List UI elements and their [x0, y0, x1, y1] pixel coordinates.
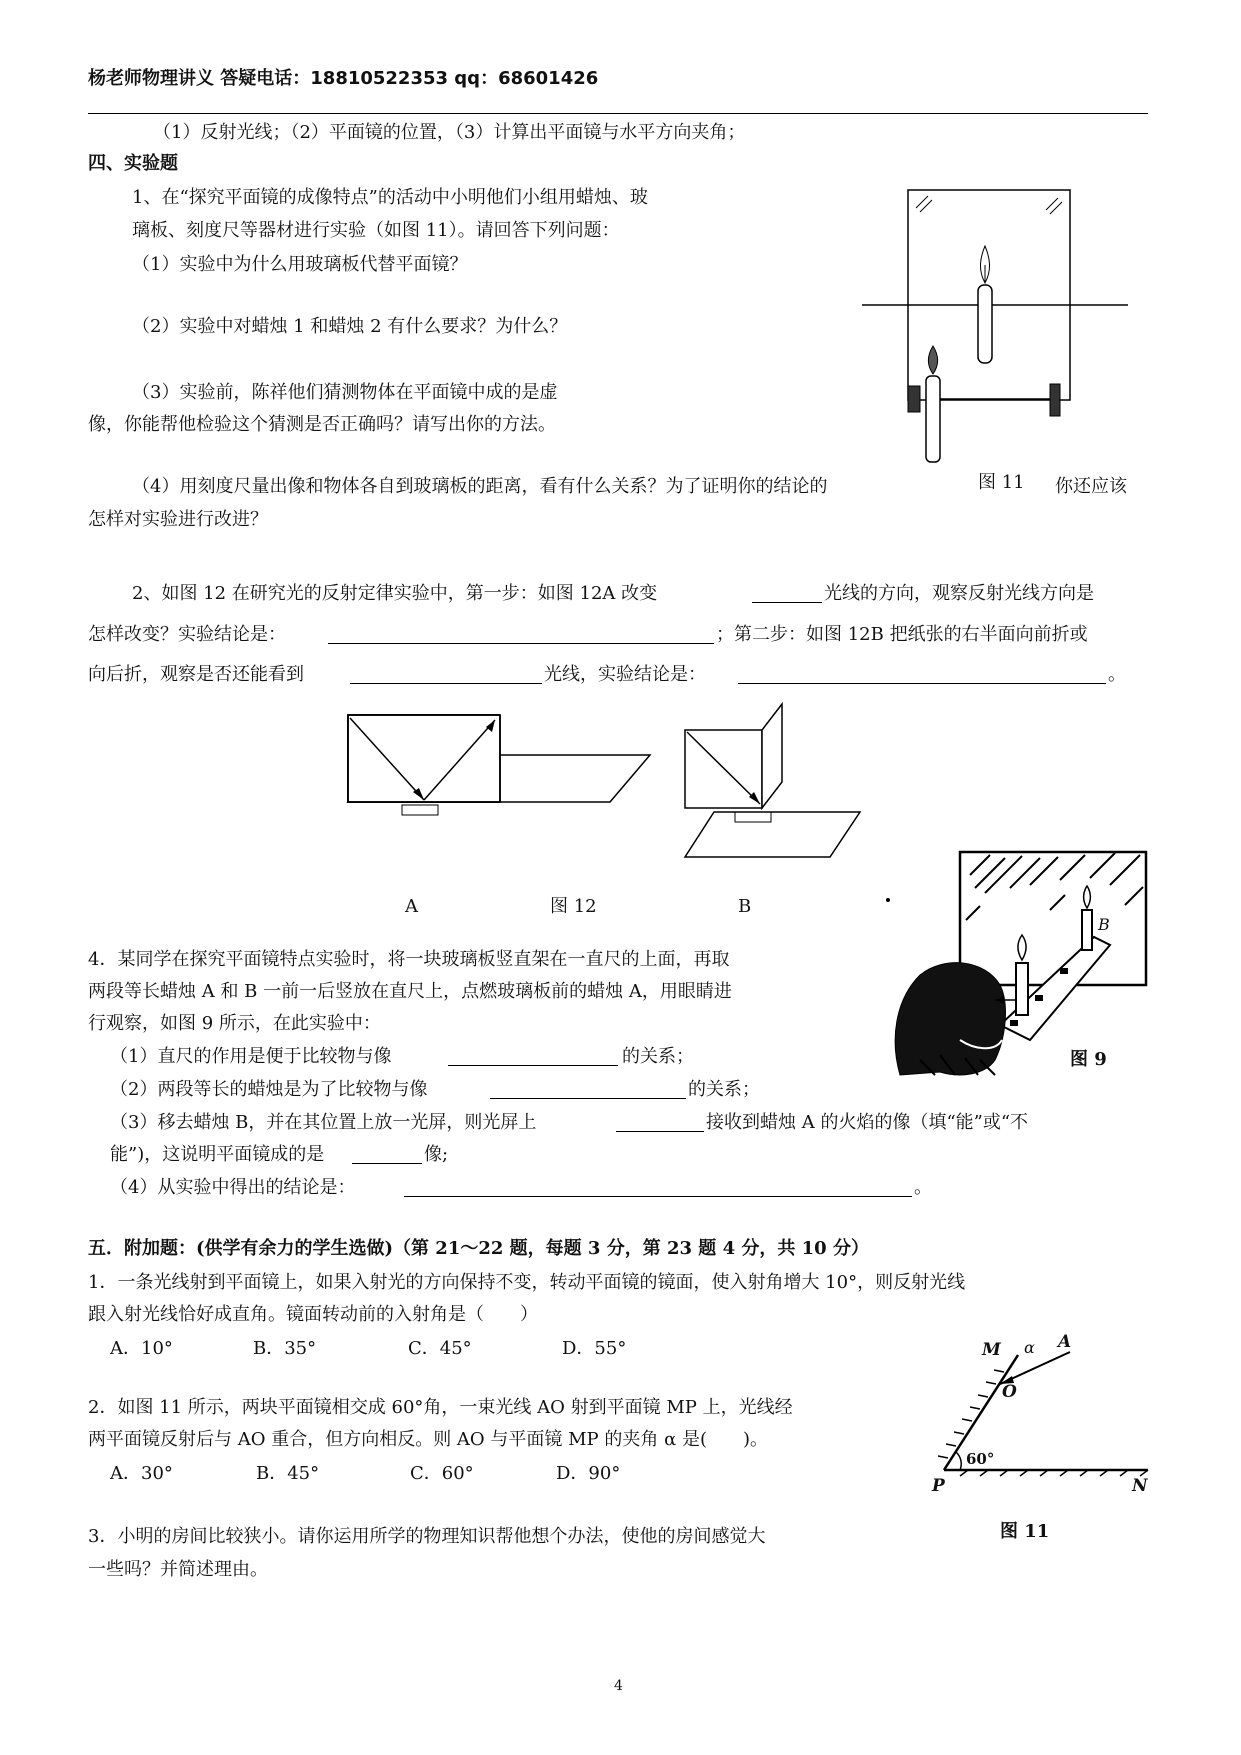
s5-q1-option-a[interactable]: A．10°	[110, 1338, 173, 1359]
figure-11-label: 图 11	[978, 472, 1025, 493]
q4-line3: 行观察，如图 9 所示，在此实验中：	[88, 1013, 381, 1034]
q4-part4b: 。	[914, 1177, 932, 1198]
figure-9-label: 图 9	[1070, 1049, 1107, 1070]
figure-12-label-b: B	[738, 896, 752, 917]
s5-q1-option-b[interactable]: B．35°	[253, 1338, 317, 1359]
figure-11-label-a: A	[1058, 1332, 1072, 1352]
q4-part3b: 接收到蜡烛 A 的火焰的像（填“能”或“不	[706, 1112, 1029, 1133]
figure-9-label-a: A	[990, 1000, 1002, 1019]
q4-part2a: （2）两段等长的蜡烛是为了比较物与像	[110, 1079, 428, 1100]
q4-part3c: 能”)，这说明平面镜成的是	[110, 1144, 325, 1165]
q1-part4a-end: 你还应该	[1055, 476, 1127, 497]
section5-title: 五．附加题：(供学有余力的学生选做)（第 21～22 题，每题 3 分，第 23 题 4 分，共 10 分）	[88, 1238, 869, 1259]
s5-q1-line2: 跟入射光线恰好成直角。镜面转动前的入射角是（ ）	[88, 1304, 538, 1325]
q2-line3c: 。	[1108, 664, 1126, 685]
figure-11-label-n: N	[1132, 1476, 1148, 1496]
s5-q2-option-b[interactable]: B．45°	[256, 1463, 320, 1484]
s5-q2-line2: 两平面镜反射后与 AO 重合，但方向相反。则 AO 与平面镜 MP 的夹角 α 是( )。	[88, 1429, 769, 1450]
s5-q2-option-d[interactable]: D．90°	[556, 1463, 621, 1484]
page-header: 杨老师物理讲义 答疑电话：18810522353 qq：68601426	[88, 68, 599, 89]
s5-q2-line1: 2．如图 11 所示，两块平面镜相交成 60°角，一束光线 AO 射到平面镜 MP 上，光线经	[88, 1397, 793, 1418]
figure-12-label: 图 12	[550, 896, 597, 917]
q1-line1: 1、在“探究平面镜的成像特点”的活动中小明他们小组用蜡烛、玻	[132, 187, 648, 208]
q4-part1a: （1）直尺的作用是便于比较物与像	[110, 1046, 392, 1067]
s5-q2-option-a[interactable]: A．30°	[110, 1463, 173, 1484]
figure-11-angle-label: 60°	[966, 1450, 995, 1468]
figure-11-label-m: M	[982, 1340, 1001, 1360]
q4-part4a: （4）从实验中得出的结论是：	[110, 1177, 356, 1198]
s5-q1-option-c[interactable]: C．45°	[408, 1338, 472, 1359]
q1-part3b: 像，你能帮他检验这个猜测是否正确吗？请写出你的方法。	[88, 414, 556, 435]
q4-part1b: 的关系；	[622, 1046, 694, 1067]
prev-answer-line: （1）反射光线；（2）平面镜的位置，（3）计算出平面镜与水平方向夹角；	[153, 122, 746, 143]
q1-part3a: （3）实验前，陈祥他们猜测物体在平面镜中成的是虚	[132, 382, 558, 403]
q4-part2b: 的关系；	[688, 1079, 760, 1100]
q1-part1: （1）实验中为什么用玻璃板代替平面镜？	[132, 254, 468, 275]
s5-q3-line2: 一些吗？并简述理由。	[88, 1559, 268, 1580]
figure-11-label-alpha: α	[1024, 1338, 1035, 1357]
q2-line2a: 怎样改变？实验结论是：	[88, 624, 286, 645]
figure-12-label-a: A	[405, 896, 418, 917]
s5-q1-line1: 1．一条光线射到平面镜上，如果入射光的方向保持不变，转动平面镜的镜面，使入射角增大 10°，则反射光线	[88, 1272, 966, 1293]
q2-line1a: 2、如图 12 在研究光的反射定律实验中，第一步：如图 12A 改变	[132, 583, 658, 604]
q1-part2: （2）实验中对蜡烛 1 和蜡烛 2 有什么要求？为什么？	[132, 316, 568, 337]
q4-line2: 两段等长蜡烛 A 和 B 一前一后竖放在直尺上，点燃玻璃板前的蜡烛 A，用眼睛进	[88, 981, 732, 1002]
s5-q1-option-d[interactable]: D．55°	[562, 1338, 627, 1359]
s5-q3-line1: 3．小明的房间比较狭小。请你运用所学的物理知识帮他想个办法，使他的房间感觉大	[88, 1526, 766, 1547]
q4-part3a: （3）移去蜡烛 B，并在其位置上放一光屏，则光屏上	[110, 1112, 537, 1133]
q4-part3d: 像;	[424, 1144, 449, 1165]
figure-11-label-o: O	[1002, 1382, 1017, 1402]
q2-line3a: 向后折，观察是否还能看到	[88, 664, 304, 685]
figure-11-label-p: P	[932, 1476, 945, 1496]
page-number: 4	[614, 1678, 623, 1694]
section4-title: 四、实验题	[88, 153, 178, 174]
q4-line1: 4．某同学在探究平面镜特点实验时，将一块玻璃板竖直架在一直尺的上面，再取	[88, 949, 730, 970]
s5-q2-option-c[interactable]: C．60°	[410, 1463, 474, 1484]
q2-line1b: 光线的方向，观察反射光线方向是	[824, 583, 1094, 604]
q2-line3b: 光线，实验结论是：	[544, 664, 706, 685]
figure-9-label-b: B	[1098, 915, 1110, 934]
q1-line2: 璃板、刻度尺等器材进行实验（如图 11）。请回答下列问题：	[132, 220, 620, 241]
figure-11b-label: 图 11	[1000, 1521, 1050, 1542]
q2-line2b: ；第二步：如图 12B 把纸张的右半面向前折或	[716, 624, 1088, 645]
q1-part4a: （4）用刻度尺量出像和物体各自到玻璃板的距离，看有什么关系？为了证明你的结论的	[132, 476, 828, 497]
q1-part4b: 怎样对实验进行改进？	[88, 509, 268, 530]
